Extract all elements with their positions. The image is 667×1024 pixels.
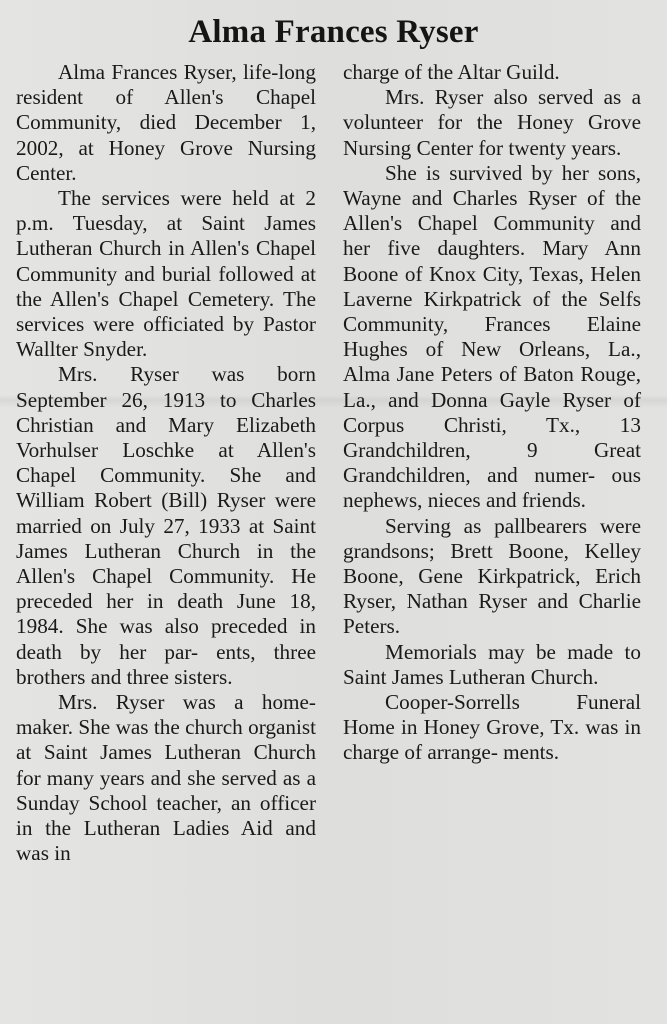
obituary-headline: Alma Frances Ryser bbox=[188, 14, 479, 50]
paragraph-funeral-home: Cooper-Sorrells Funeral Home in Honey Grove, Tx. was in charge of arrange- ments. bbox=[343, 690, 641, 765]
paragraph-memorials: Memorials may be made to Saint James Lutheran Church. bbox=[343, 639, 641, 689]
paragraph-biography: Mrs. Ryser was born September 26, 1913 to Charles Christian and Mary Elizabeth Vorhulser Loschke at Allen's Chapel Community. She and William Robert (Bill) Ryser were married on July 27, 1933 at Saint James Lutheran Church in the Allen's Chapel Community. He preceded her in death June 18, 1984. She was also preceded in death by her par- ents, three brothers and three sisters. bbox=[16, 362, 316, 689]
paragraph-church-life-continued: charge of the Altar Guild. bbox=[343, 60, 560, 84]
paragraph-volunteer: Mrs. Ryser also served as a volunteer for the Honey Grove Nursing Center for twenty years. bbox=[343, 85, 641, 160]
paragraph-intro: Alma Frances Ryser, life-long resident of Allen's Chapel Community, died December 1, 2002, at Honey Grove Nursing Center. bbox=[16, 60, 316, 185]
paragraph-church-life: Mrs. Ryser was a home- maker. She was the church organist at Saint James Lutheran Church for many years and she served as a Sunday School teacher, an officer in the Lutheran Ladies Aid and was in bbox=[16, 690, 316, 866]
paragraph-pallbearers: Serving as pallbearers were grandsons; Brett Boone, Kelley Boone, Gene Kirkpatrick, Erich Ryser, Nathan Ryser and Charlie Peters. bbox=[343, 513, 641, 639]
article-column-left bbox=[16, 60, 316, 867]
paragraph-survivors: She is survived by her sons, Wayne and Charles Ryser of the Allen's Chapel Community and her five daughters. Mary Ann Boone of Knox City, Texas, Helen Laverne Kirkpatrick of the Selfs Community, Frances Elaine Hughes of New Orleans, La., Alma Jane Peters of Baton Rouge, La., and Donna Gayle Ryser of Corpus Christi, Tx., 13 Grandchildren, 9 Great Grandchildren, and numer- ous nephews, nieces and friends. bbox=[343, 160, 641, 513]
paragraph-services: The services were held at 2 p.m. Tuesday, at Saint James Lutheran Church in Allen's Chapel Community and burial followed at the Allen's Chapel Cemetery. The services were officiated by Pastor Wallter Snyder. bbox=[16, 186, 316, 362]
article-column-right bbox=[343, 60, 641, 766]
